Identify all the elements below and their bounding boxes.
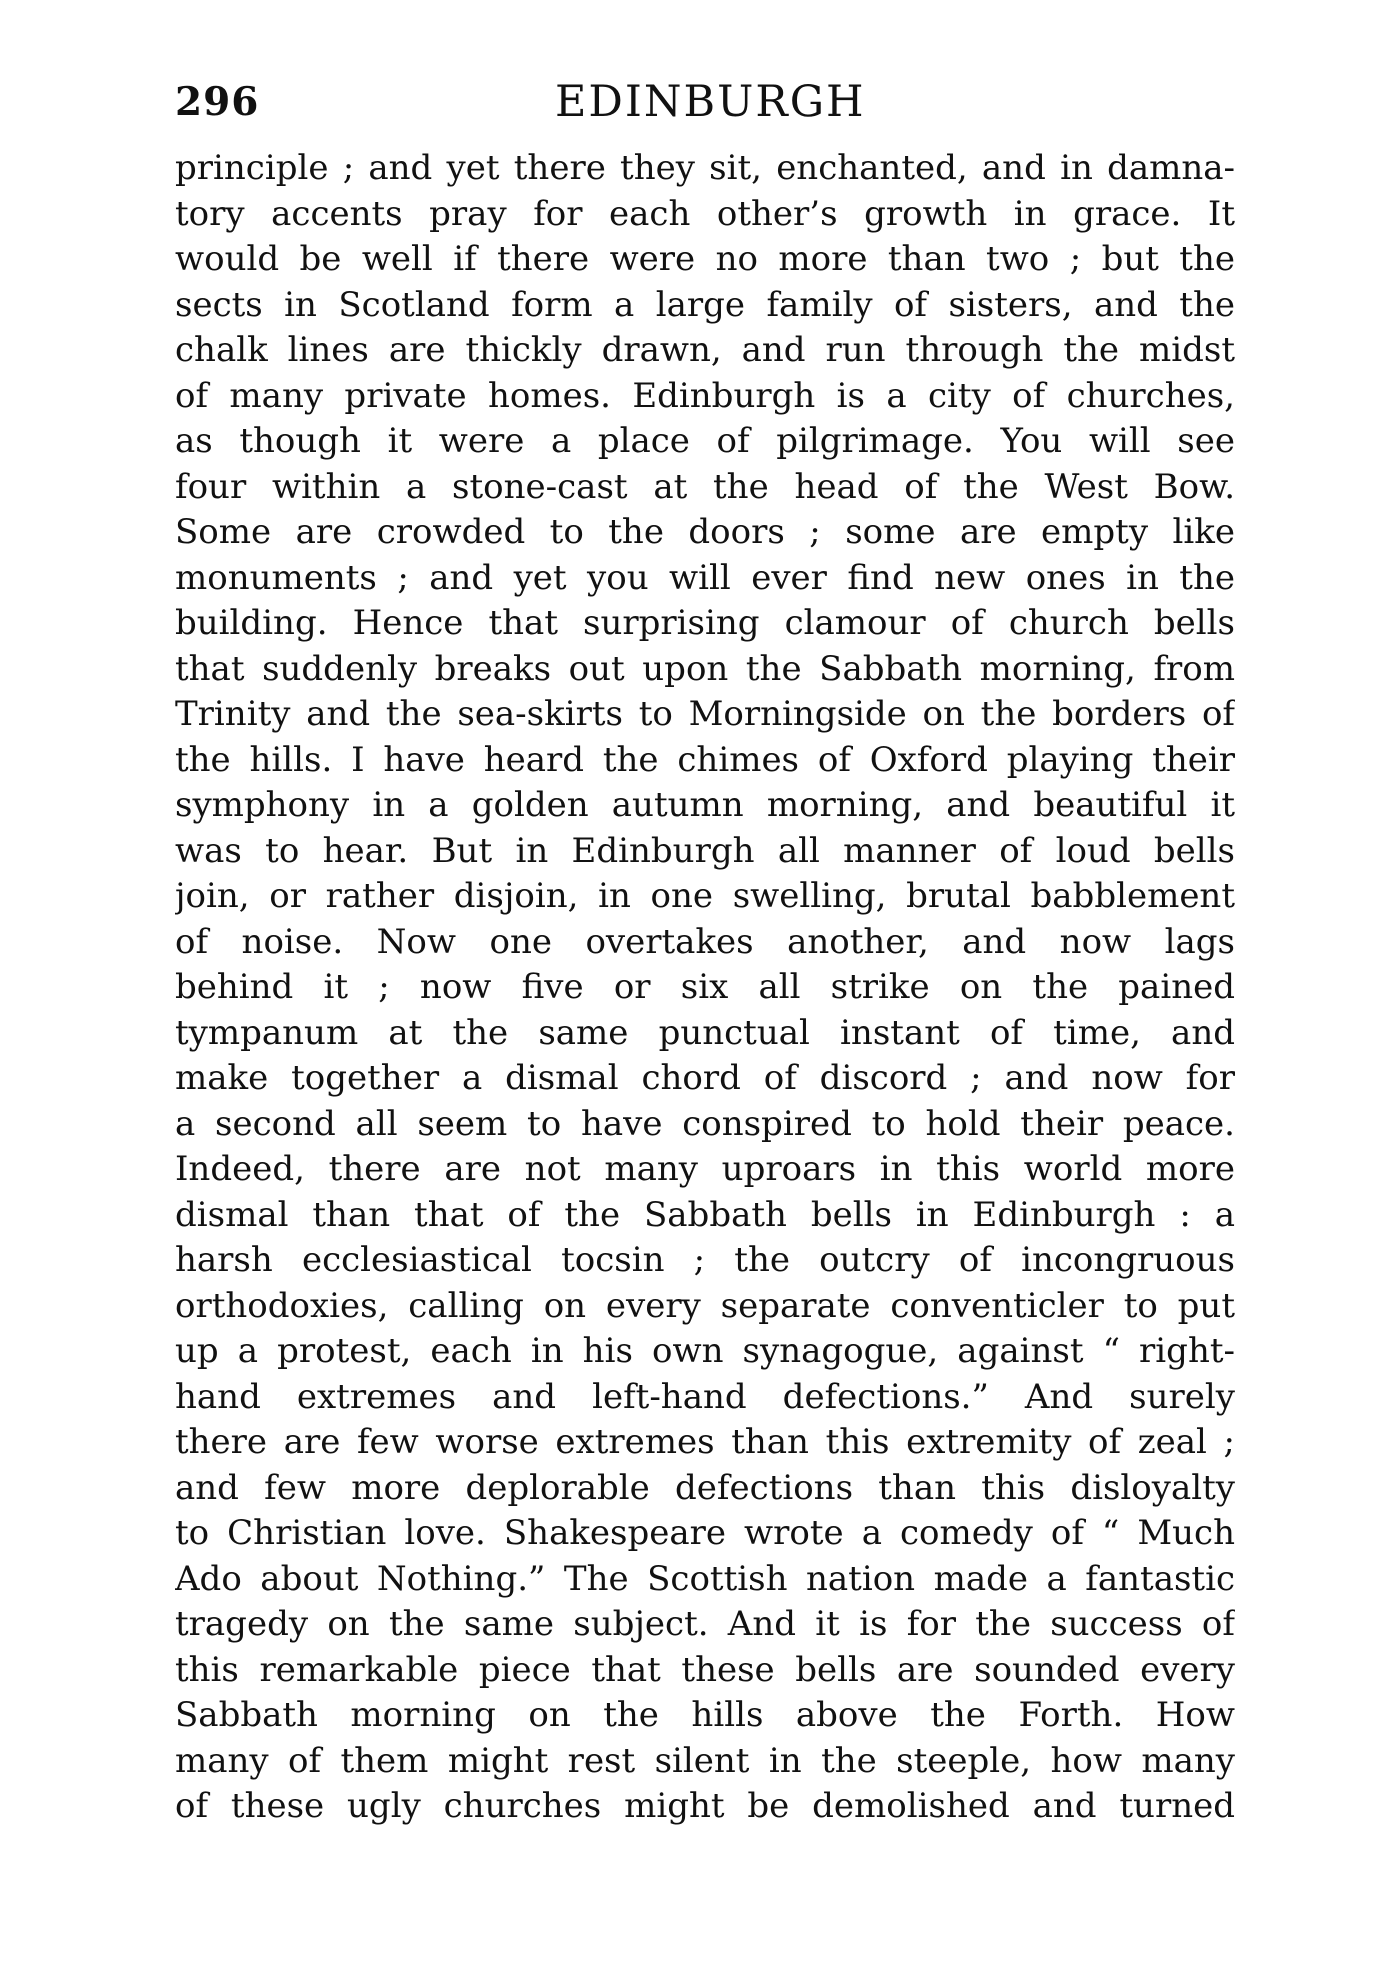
text-line: four within a stone-cast at the head of the West Bow. — [175, 466, 1235, 507]
text-line: Indeed, there are not many uproars in this world more — [175, 1149, 1235, 1189]
text-line: behind it ; now five or six all strike on the pained — [175, 967, 1235, 1007]
text-line: chalk lines are thickly drawn, and run through the midst — [175, 330, 1235, 370]
text-line: make together a dismal chord of discord ; and now for — [175, 1058, 1235, 1098]
text-line: orthodoxies, calling on every separate conventicler to put — [175, 1285, 1235, 1326]
text-line: of these ugly churches might be demolished and turned — [175, 1786, 1235, 1826]
text-line: of noise. Now one overtakes another, and now lags — [175, 921, 1235, 962]
running-title: EDINBURGH — [555, 77, 866, 127]
text-line: harsh ecclesiastical tocsin ; the outcry of incongruous — [175, 1240, 1235, 1280]
page-number: 296 — [175, 79, 260, 125]
text-line: tympanum at the same punctual instant of time, and — [175, 1012, 1235, 1053]
text-line: Some are crowded to the doors ; some are empty like — [175, 512, 1235, 552]
text-line: many of them might rest silent in the steeple, how many — [175, 1740, 1235, 1781]
text-line: to Christian love. Shakespeare wrote a comedy of “ Much — [175, 1513, 1235, 1553]
text-line: sects in Scotland form a large family of sisters, and the — [175, 284, 1235, 325]
text-line: this remarkable piece that these bells are sounded every — [175, 1649, 1235, 1690]
text-line: tory accents pray for each other’s growth in grace. It — [175, 193, 1235, 234]
text-line: join, or rather disjoin, in one swelling, brutal babblement — [175, 876, 1235, 916]
text-line: was to hear. But in Edinburgh all manner of loud bells — [175, 830, 1235, 871]
text-line: hand extremes and left-hand defections.” And surely — [175, 1376, 1235, 1417]
text-line: and few more deplorable defections than this disloyalty — [175, 1467, 1235, 1508]
text-line: there are few worse extremes than this extremity of zeal ; — [175, 1422, 1235, 1462]
text-line: the hills. I have heard the chimes of Oxford playing their — [175, 739, 1235, 780]
text-line: as though it were a place of pilgrimage. You will see — [175, 421, 1235, 461]
text-line: that suddenly breaks out upon the Sabbath morning, from — [175, 648, 1235, 689]
text-line: up a protest, each in his own synagogue, against “ right- — [175, 1331, 1235, 1371]
text-line: would be well if there were no more than two ; but the — [175, 239, 1235, 279]
text-line: symphony in a golden autumn morning, and beautiful it — [175, 785, 1235, 825]
running-head — [175, 72, 1235, 132]
text-line: Trinity and the sea-skirts to Morningside on the borders of — [175, 694, 1235, 734]
body-text — [175, 146, 1235, 1830]
text-line: of many private homes. Edinburgh is a city of churches, — [175, 375, 1235, 416]
text-line: Ado about Nothing.” The Scottish nation made a fantastic — [175, 1558, 1235, 1599]
text-line: building. Hence that surprising clamour of church bells — [175, 603, 1235, 643]
text-line: principle ; and yet there they sit, enchanted, and in damna- — [175, 148, 1235, 188]
text-line: Sabbath morning on the hills above the Forth. How — [175, 1695, 1235, 1735]
text-line: monuments ; and yet you will ever find new ones in the — [175, 557, 1235, 598]
text-line: a second all seem to have conspired to hold their peace. — [175, 1103, 1235, 1144]
text-line: dismal than that of the Sabbath bells in Edinburgh : a — [175, 1194, 1235, 1235]
text-line: tragedy on the same subject. And it is for the success of — [175, 1604, 1235, 1644]
